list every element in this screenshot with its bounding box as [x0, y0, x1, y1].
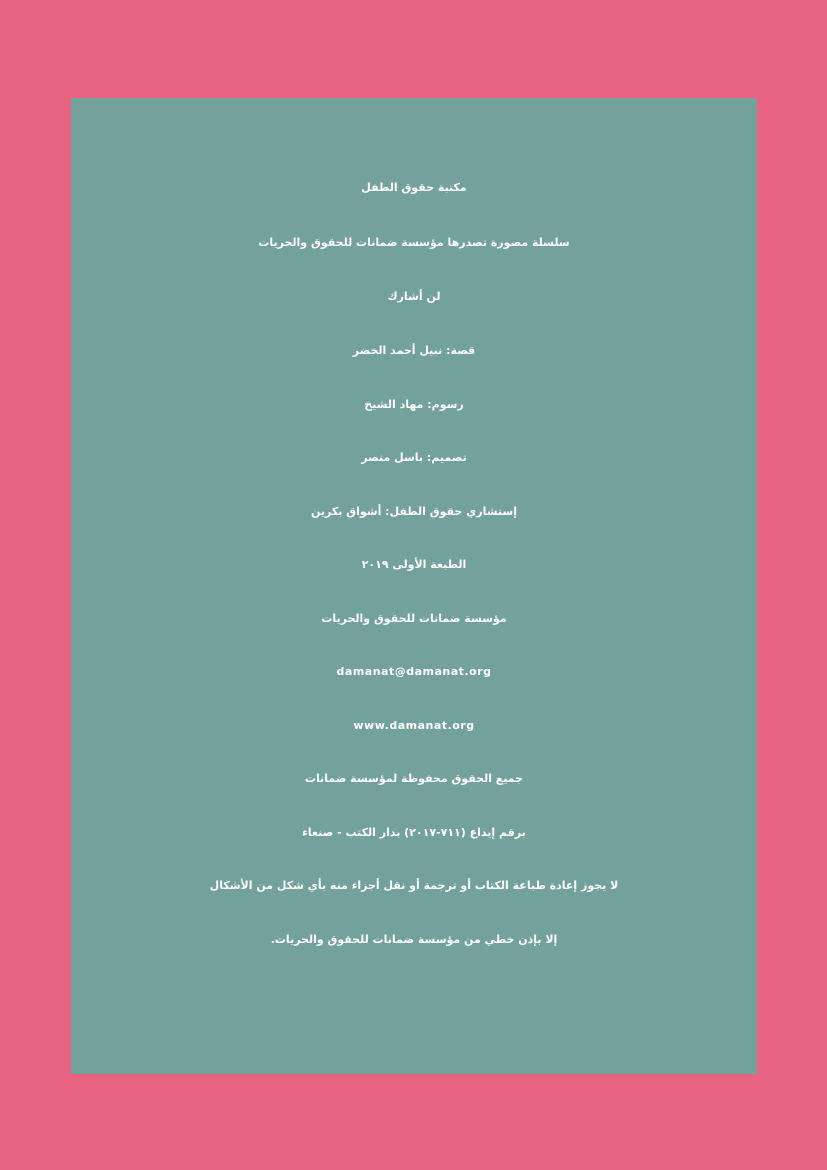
email-link[interactable]: damanat@damanat.org: [336, 665, 492, 678]
story-credit: قصة: نبيل أحمد الخضر: [352, 344, 476, 357]
website-link[interactable]: www.damanat.org: [353, 719, 475, 732]
library-name: مكتبة حقوق الطفل: [361, 181, 467, 194]
design-credit: تصميم: باسل منصر: [361, 451, 467, 464]
deposit-line: برقم إيداع (٧١١-٢٠١٧) بدار الكتب - صنعاء: [302, 826, 526, 839]
consultant-credit: إستشاري حقوق الطفل: أشواق بكرين: [311, 505, 517, 518]
series-line: سلسلة مصورة تصدرها مؤسسة ضمانات للحقوق والحريات: [258, 236, 570, 249]
publisher-name: مؤسسة ضمانات للحقوق والحريات: [321, 612, 507, 625]
rights-line: جميع الحقوق محفوظة لمؤسسة ضمانات: [304, 772, 524, 785]
illustrations-credit: رسوم: مهاد الشيخ: [364, 398, 464, 411]
edition-line: الطبعة الأولى ٢٠١٩: [361, 558, 467, 571]
book-title: لن أشارك: [387, 290, 441, 303]
copyright-notice-line-1: لا يجوز إعادة طباعة الكتاب أو ترجمة أو نقل أجزاء منه بأي شكل من الأشكال: [209, 879, 619, 892]
copyright-notice-line-2: إلا بإذن خطي من مؤسسة ضمانات للحقوق والحريات.: [270, 933, 558, 946]
colophon-panel: [71, 98, 757, 1074]
